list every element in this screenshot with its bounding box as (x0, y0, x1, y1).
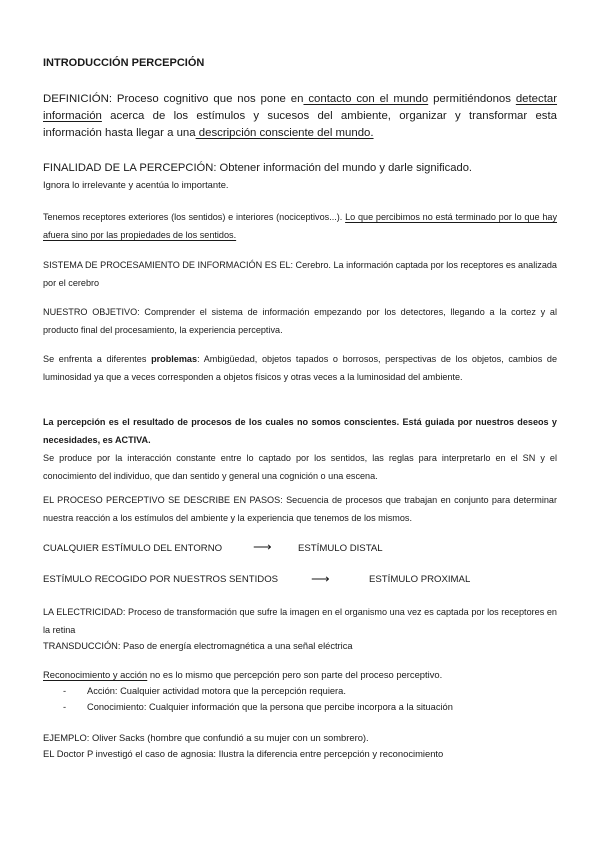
arrow-right-icon: ⟶ (311, 571, 330, 586)
page-title: INTRODUCCIÓN PERCEPCIÓN (43, 57, 205, 69)
list-item-text: Conocimiento: Cualquier información que la persona que percibe incorpora a la situación (87, 702, 453, 712)
reconocimiento-text: no es lo mismo que percepción pero son parte del proceso perceptivo. (147, 669, 443, 680)
list-item (43, 683, 557, 699)
definicion-paragraph (43, 91, 557, 142)
enfrenta-bold: problemas (151, 354, 198, 364)
finalidad-sub: Ignora lo irrelevante y acentúa lo importante. (43, 179, 229, 190)
resultado-paragraph (43, 413, 557, 485)
enfrenta-text-1: Se enfrenta a diferentes (43, 354, 152, 364)
definicion-text-2: permitiéndonos (428, 93, 516, 105)
reconocimiento-list (43, 683, 557, 715)
enfrenta-text-2: : Ambigüedad, objetos tapados o borrosos, perspectivas de los objetos, cambios de luminosidad ya que a veces corresponden a objetos físicos y otras veces a la luminosidad del ambiente. (43, 354, 557, 382)
ejemplo-section (43, 730, 557, 762)
finalidad-line: FINALIDAD DE LA PERCEPCIÓN: Obtener información del mundo y darle significado. (43, 162, 473, 174)
reconocimiento-line (43, 666, 557, 683)
definicion-underline-1: contacto con el mundo (303, 93, 429, 105)
proceso-paragraph: EL PROCESO PERCEPTIVO SE DESCRIBE EN PASOS: Secuencia de procesos que trabajan en conjunto para determinar nuestra reacción a los estímulos del ambiente y la experiencia que tenemos de los mismos. (43, 495, 557, 523)
electricidad-section (43, 603, 557, 654)
receptores-underline: Lo que percibimos no está terminado por lo que hay afuera sino por las propiedades de los sentidos. (43, 212, 557, 240)
list-item (43, 699, 557, 715)
estimulo-sentidos-label: ESTÍMULO RECOGIDO POR NUESTROS SENTIDOS (43, 574, 279, 585)
electricidad-line: LA ELECTRICIDAD: Proceso de transformación que sufre la imagen en el organismo una vez es captada por los receptores en la retina (43, 607, 557, 635)
definicion-underline-2: detectar información (43, 93, 558, 122)
reconocimiento-section (43, 666, 557, 715)
resultado-rest: Se produce por la interacción constante entre lo captado por los sentidos, las reglas para interpretarlo en el SN y el conocimiento del individuo, que dan sentido y general una cognición o una escena. (43, 453, 557, 481)
sistema-paragraph: SISTEMA DE PROCESAMIENTO DE INFORMACIÓN ES EL: Cerebro. La información captada por los receptores es analizada por el cerebro (43, 260, 557, 288)
resultado-bold: La percepción es el resultado de procesos de los cuales no somos conscientes. Está guiada por nuestros deseos y necesidades, es ACTIVA. (43, 417, 557, 445)
definicion-underline-3: descripción consciente del mundo. (195, 127, 374, 139)
transduccion-line: TRANSDUCCIÓN: Paso de energía electromagnética a una señal eléctrica (43, 641, 353, 651)
objetivo-paragraph: NUESTRO OBJETIVO: Comprender el sistema de información empezando por los detectores, llegando a la cortez y al producto final del procesamiento, la experiencia perceptiva. (43, 307, 557, 335)
reconocimiento-underline: Reconocimiento y acción (43, 669, 148, 680)
definicion-text-1: DEFINICIÓN: Proceso cognitivo que nos pone en (43, 93, 304, 105)
dash-bullet: - (63, 702, 67, 712)
dash-bullet: - (63, 686, 67, 696)
arrow-right-icon: ⟶ (253, 539, 272, 554)
receptores-text: Tenemos receptores exteriores (los sentidos) e interiores (nociceptivos...). (43, 212, 346, 222)
estimulo-distal-label: ESTÍMULO DISTAL (298, 543, 383, 554)
ejemplo-line-1: EJEMPLO: Oliver Sacks (hombre que confundió a su mujer con un sombrero). (43, 732, 369, 743)
receptores-paragraph (43, 208, 557, 244)
estimulo-proximal-label: ESTÍMULO PROXIMAL (369, 574, 471, 585)
estimulo-entorno-label: CUALQUIER ESTÍMULO DEL ENTORNO (43, 543, 223, 554)
definicion-text-3: acerca de los estímulos y sucesos del ambiente, organizar y transformar esta información hasta llegar a una (43, 110, 557, 139)
ejemplo-line-2: EL Doctor P investigó el caso de agnosia: Ilustra la diferencia entre percepción y reconocimiento (43, 748, 444, 759)
list-item-text: Acción: Cualquier actividad motora que la percepción requiera. (87, 686, 346, 696)
finalidad-section (43, 160, 557, 193)
enfrenta-paragraph (43, 350, 557, 386)
